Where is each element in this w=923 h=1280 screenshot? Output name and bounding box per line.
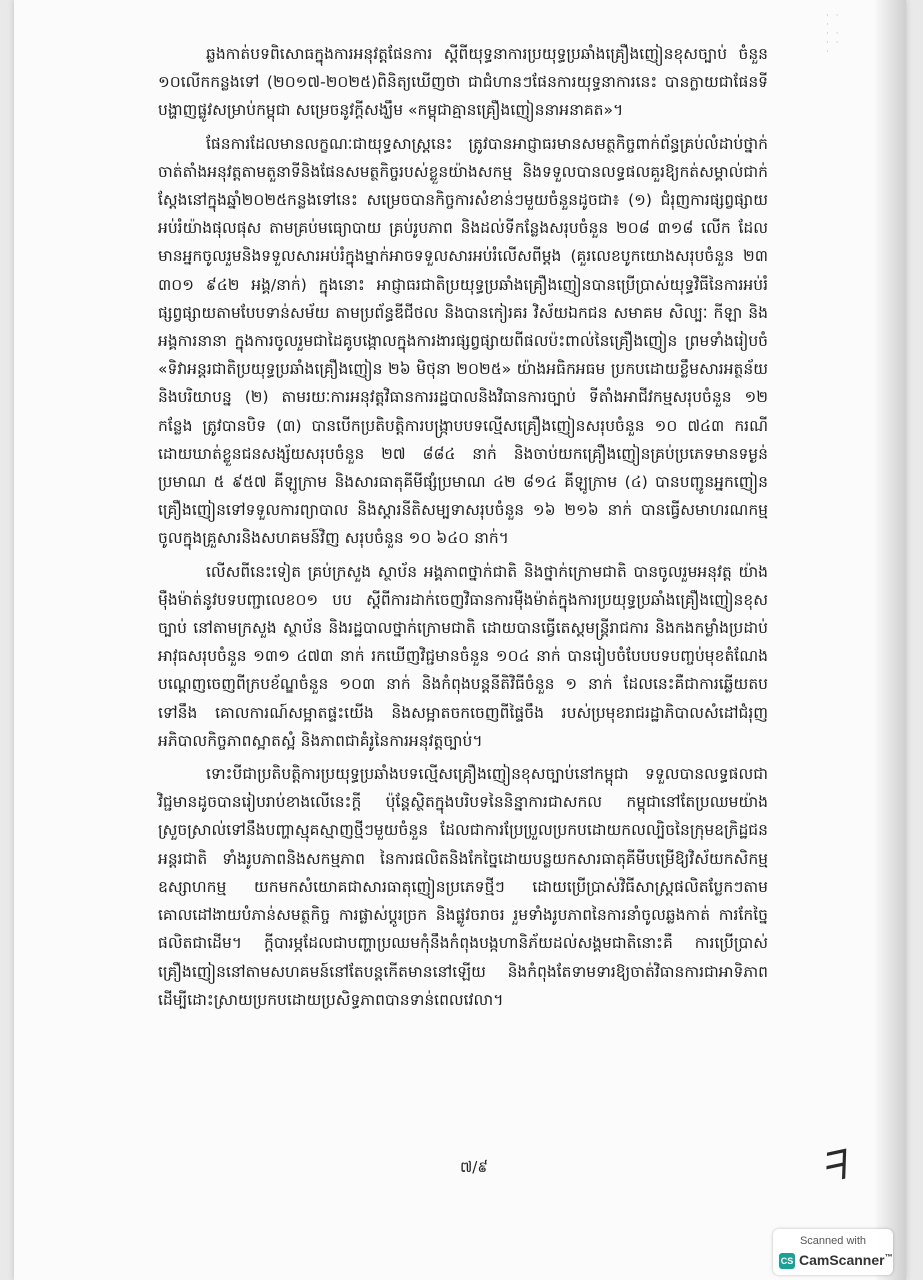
watermark-brand-name: CamScanner bbox=[799, 1252, 885, 1268]
paragraph-1: ឆ្លងកាត់បទពិសោធក្នុងការអនុវត្តផែនការ ស្ដីពីយុទ្ធនាការប្រយុទ្ធប្រឆាំងគ្រឿងញៀនខុសច្បាប់ ចំនួន ១០លើកកន្លងទៅ (២០១៧-២០២៥)ពិនិត្យឃើញថា ជាជំហានៗផែនការយុទ្ធនាការនេះ បានក្លាយជាផែនទីបង្ហាញផ្លូវសម្រាប់កម្ពុជា សម្រេចនូវក្ដីសង្ឃឹម «កម្ពុជាគ្មានគ្រឿងញៀននាអនាគត»។ bbox=[158, 45, 768, 120]
camscanner-logo-icon: CS bbox=[779, 1253, 795, 1269]
scan-edge-shadow bbox=[876, 0, 906, 1280]
watermark-caption: Scanned with bbox=[799, 1235, 867, 1247]
paragraph-3: លើសពីនេះទៀត គ្រប់ក្រសួង ស្ថាប័ន អង្គភាពថ្នាក់ជាតិ និងថ្នាក់ក្រោមជាតិ បានចូលរួមអនុវត្ត យ៉ាងម៉ឺងម៉ាត់នូវបទបញ្ជាលេខ០១ បប ស្តីពីការដាក់ចេញវិធានការម៉ឺងម៉ាត់ក្នុងការប្រយុទ្ធប្រឆាំងគ្រឿងញៀនខុសច្បាប់ នៅតាមក្រសួង ស្ថាប័ន និងរដ្ឋបាលថ្នាក់ក្រោមជាតិ ដោយបានធ្វើតេស្តមន្ត្រីរាជការ និងកងកម្លាំងប្រដាប់អាវុធសរុបចំនួន ១៣១ ៤៧៣ នាក់ រកឃើញវិជ្ជមានចំនួន ១០៤ នាក់ បានរៀបចំបែបបទបញ្ចប់មុខតំណែង បណ្ដេញចេញពីក្របខ័ណ្ឌចំនួន ១០៣ នាក់ និងកំពុងបន្តនីតិវិធីចំនួន ១ នាក់ ដែលនេះគឺជាការឆ្លើយតបទៅនឹង គោលការណ៍សម្អាតផ្ទះយើង និងសម្អាតចកចេញពីផ្ទៃចឹង របស់ប្រមុខរាជរដ្ឋាភិបាលសំដៅជំរុញអភិបាលកិច្ចភាពស្អាតស្អំ និងភាពជាគំរូនៃការអនុវត្តច្បាប់។ bbox=[158, 562, 768, 750]
camscanner-watermark bbox=[773, 1229, 893, 1275]
page-number: ៧/៩ bbox=[460, 1158, 488, 1176]
paragraph-2: ផែនការដែលមានលក្ខណៈជាយុទ្ធសាស្ត្រនេះ ត្រូវបានអាជ្ញាធរមានសមត្ថកិច្ចពាក់ព័ន្ធគ្រប់លំដាប់ថ្នាក់ ចាត់តាំងអនុវត្តតាមតួនាទីនិងផែនសមត្ថកិច្ចរបស់ខ្លួនយ៉ាងសកម្ម និងទទួលបានលទ្ធផលគួរឱ្យកត់សម្គាល់ជាក់ស្ដែងនៅក្នុងឆ្នាំ២០២៥កន្លងទៅនេះ សម្រេចបានកិច្ចការសំខាន់ៗមួយចំនួនដូចជា៖ (១) ជំរុញការផ្សព្វផ្សាយ អប់រំយ៉ាងផុលផុស តាមគ្រប់មធ្យោបាយ គ្រប់រូបភាព និងដល់ទីកន្លែងសរុបចំនួន ២០៨ ៣១៨ លើក ដែលមានអ្នកចូលរួមនិងទទួលសារអប់រំក្នុងម្នាក់អាចទទួលសារអប់រំលើសពីម្ដង (គួរលេខបូកយោងសរុបចំនួន ២៣ ៣០១ ៩៤២ អង្គ/នាក់) ក្នុងនោះ អាជ្ញាធរជាតិប្រយុទ្ធប្រឆាំងគ្រឿងញៀនបានប្រើប្រាស់យុទ្ធវិធីនៃការអប់រំ ផ្សព្វផ្សាយតាមបែបទាន់សម័យ តាមប្រព័ន្ធឌីជីថល និងបានកៀរគរ វិស័យឯកជន សមាគម សិល្បៈ កីឡា និងអង្គការនានា ក្នុងការចូលរួមជាដៃគូបង្កោលក្នុងការងារផ្សព្វផ្សាយពីផលប៉ះពាល់នៃគ្រឿងញៀន ព្រមទាំងរៀបចំ «ទិវាអន្តរជាតិប្រយុទ្ធប្រឆាំងគ្រឿងញៀន ២៦ មិថុនា ២០២៥» យ៉ាងអធិកអធម ប្រកបដោយខ្លឹមសារអត្ថន័យ និងបរិយាបន្ន (២) តាមរយៈការអនុវត្តវិធានការរដ្ឋបាលនិងវិធានការច្បាប់ ទីតាំងអាជីវកម្មសរុបចំនួន ១២ កន្លែង ត្រូវបានបិទ (៣) បានបើកប្រតិបត្តិការបង្ក្រាបបទល្មើសគ្រឿងញៀនសរុបចំនួន ១០ ៧៤៣ ករណី ដោយឃាត់ខ្លួនជនសង្ស័យសរុបចំនួន ២៧ ៨៨៤ នាក់ និងចាប់យកគ្រឿងញៀនគ្រប់ប្រភេទមានទម្ងន់ប្រមាណ ៥ ៩៥៧ គីឡូក្រាម និងសារធាតុគីមីផ្សំប្រមាណ ៤២ ៨១៤ គីឡូក្រាម (៤) បានបញ្ជូនអ្នកញៀនគ្រឿងញៀនទៅទទួលការព្យាបាល និងស្តារនីតិសម្បទាសរុបចំនួន ១៦ ២១៦ នាក់ បានធ្វើសមាហរណកម្មចូលក្នុងគ្រួសារនិងសហគមន៍វិញ សរុបចំនួន ១០ ៦៤០ នាក់។ bbox=[158, 134, 768, 548]
watermark-brand bbox=[799, 1252, 893, 1268]
scan-speckle: · · · · · · · · bbox=[826, 11, 841, 57]
trademark-symbol: ™ bbox=[884, 1252, 893, 1262]
document-body bbox=[158, 40, 768, 1014]
handwritten-initial: ᖷ bbox=[816, 1143, 850, 1193]
paragraph-4: ទោះបីជាប្រតិបត្តិការប្រយុទ្ធប្រឆាំងបទល្មើសគ្រឿងញៀនខុសច្បាប់នៅកម្ពុជា ទទួលបានលទ្ធផលជាវិជ្ជមានដូចបានរៀបរាប់ខាងលើនេះក្តី ប៉ុន្តែស្ថិតក្នុងបរិបទនៃនិន្នាការជាសកល កម្ពុជានៅតែប្រឈមយ៉ាងស្រួចស្រាល់ទៅនឹងបញ្ហាស្មុគស្មាញថ្មីៗមួយចំនួន ដែលជាការប្រែប្រួលប្រកបដោយកលល្បិចនៃក្រុមឧក្រិដ្ឋជនអន្តរជាតិ ទាំងរូបភាពនិងសកម្មភាព នៃការផលិតនិងកែច្នៃដោយបន្លយកសារធាតុគីមីបម្រើឱ្យវិស័យកសិកម្ម ឧស្សាហកម្ម យកមកសំយោគជាសារធាតុញៀនប្រភេទថ្មីៗ ដោយប្រើប្រាស់វិធីសាស្ត្រផលិតប្លែកៗតាមគោលដៅងាយបំភាន់សមត្ថកិច្ច ការផ្លាស់ប្តូរច្រក និងផ្លូវចរាចរ រួមទាំងរូបភាពនៃការនាំចូលឆ្លងកាត់ ការកែច្នៃផលិតជាដើម។ ក្តីបារម្ភដែលជាបញ្ហាប្រឈមកុំនឹងកំពុងបង្កហានិភ័យដល់សង្គមជាតិនោះគឺ ការប្រើប្រាស់គ្រឿងញៀននៅតាមសហគមន៍នៅតែបន្តកើតមាននៅឡើយ និងកំពុងតែទាមទារឱ្យចាត់វិធានការជាអាទិភាព ដើម្បីដោះស្រាយប្រកបដោយប្រសិទ្ធភាពបានទាន់ពេលវេលា។ bbox=[158, 765, 768, 1009]
